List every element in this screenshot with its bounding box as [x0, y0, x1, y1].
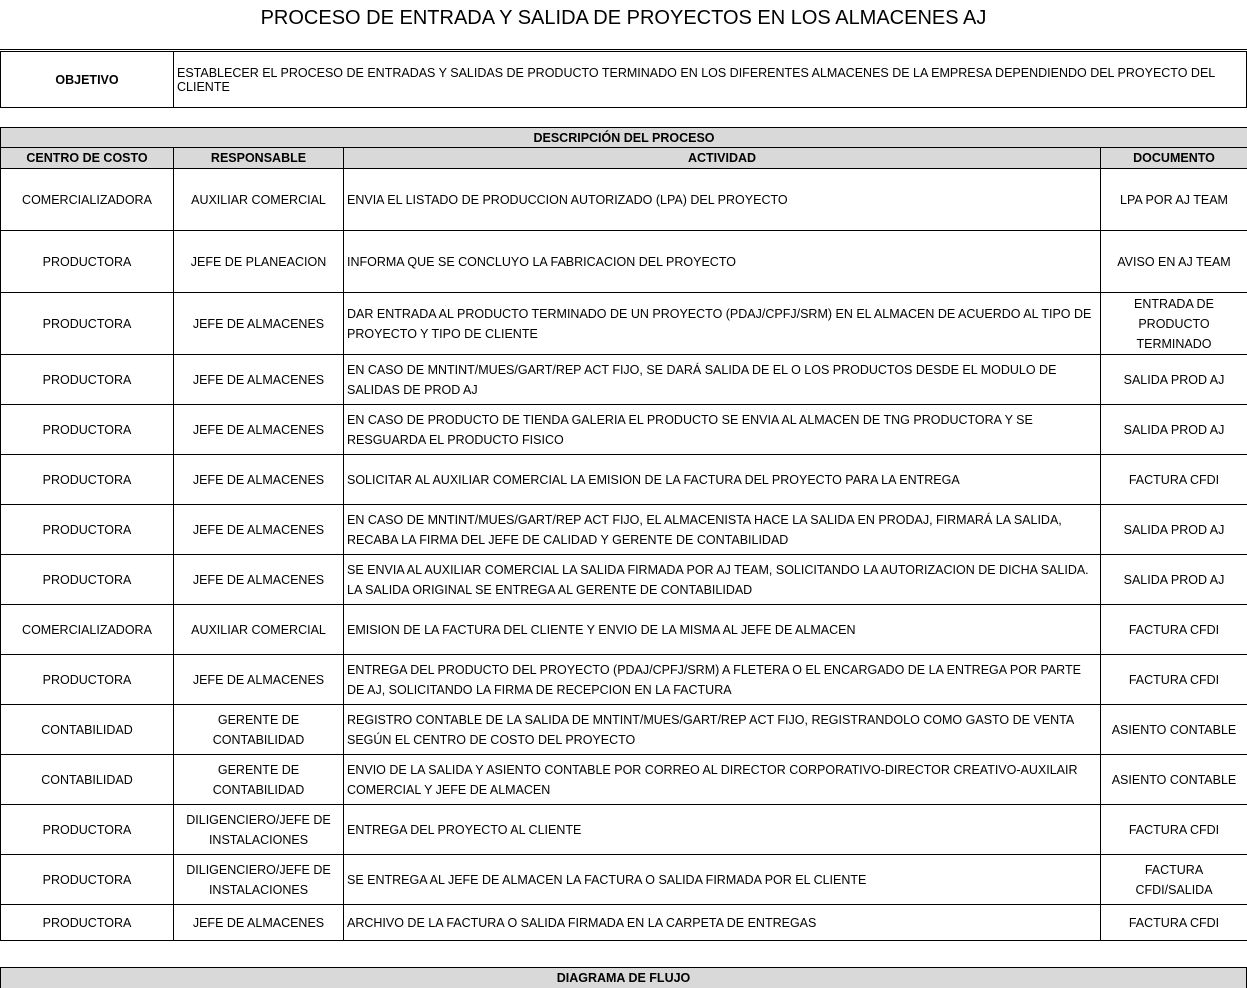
- cell-responsable: AUXILIAR COMERCIAL: [174, 169, 344, 231]
- cell-responsable: JEFE DE PLANEACION: [174, 231, 344, 293]
- section-header-row: [1, 128, 1247, 148]
- objective-label: OBJETIVO: [1, 52, 174, 108]
- process-table: [0, 127, 1247, 941]
- cell-responsable: JEFE DE ALMACENES: [174, 655, 344, 705]
- table-row: [1, 755, 1247, 805]
- cell-centro: PRODUCTORA: [1, 455, 174, 505]
- cell-actividad: SOLICITAR AL AUXILIAR COMERCIAL LA EMISION DE LA FACTURA DEL PROYECTO PARA LA ENTREGA: [344, 455, 1101, 505]
- cell-responsable: JEFE DE ALMACENES: [174, 455, 344, 505]
- cell-responsable: JEFE DE ALMACENES: [174, 293, 344, 355]
- cell-centro: PRODUCTORA: [1, 355, 174, 405]
- cell-responsable: JEFE DE ALMACENES: [174, 555, 344, 605]
- cell-documento: SALIDA PROD AJ: [1101, 555, 1247, 605]
- cell-centro: PRODUCTORA: [1, 805, 174, 855]
- cell-centro: CONTABILIDAD: [1, 755, 174, 805]
- cell-actividad: INFORMA QUE SE CONCLUYO LA FABRICACION DEL PROYECTO: [344, 231, 1101, 293]
- cell-documento: ASIENTO CONTABLE: [1101, 755, 1247, 805]
- cell-centro: COMERCIALIZADORA: [1, 605, 174, 655]
- table-row: [1, 505, 1247, 555]
- table-row: [1, 169, 1247, 231]
- cell-responsable: GERENTE DE CONTABILIDAD: [174, 705, 344, 755]
- flow-diagram-header: DIAGRAMA DE FLUJO: [0, 967, 1247, 988]
- cell-responsable: AUXILIAR COMERCIAL: [174, 605, 344, 655]
- cell-documento: FACTURA CFDI: [1101, 605, 1247, 655]
- cell-documento: SALIDA PROD AJ: [1101, 405, 1247, 455]
- objective-row: [1, 52, 1247, 108]
- cell-responsable: JEFE DE ALMACENES: [174, 355, 344, 405]
- cell-centro: COMERCIALIZADORA: [1, 169, 174, 231]
- cell-documento: SALIDA PROD AJ: [1101, 505, 1247, 555]
- column-header-documento: DOCUMENTO: [1101, 148, 1247, 169]
- cell-actividad: DAR ENTRADA AL PRODUCTO TERMINADO DE UN PROYECTO (PDAJ/CPFJ/SRM) EN EL ALMACEN DE ACUERDO AL TIPO DE PROYECTO Y TIPO DE CLIENTE: [344, 293, 1101, 355]
- objective-text: ESTABLECER EL PROCESO DE ENTRADAS Y SALIDAS DE PRODUCTO TERMINADO EN LOS DIFERENTES ALMACENES DE LA EMPRESA DEPENDIENDO DEL PROYECTO DEL CLIENTE: [174, 52, 1247, 108]
- table-row: [1, 231, 1247, 293]
- process-section-title: DESCRIPCIÓN DEL PROCESO: [1, 128, 1247, 148]
- cell-centro: PRODUCTORA: [1, 405, 174, 455]
- table-row: [1, 655, 1247, 705]
- cell-actividad: SE ENTREGA AL JEFE DE ALMACEN LA FACTURA O SALIDA FIRMADA POR EL CLIENTE: [344, 855, 1101, 905]
- cell-documento: AVISO EN AJ TEAM: [1101, 231, 1247, 293]
- cell-documento: FACTURA CFDI: [1101, 455, 1247, 505]
- table-row: [1, 605, 1247, 655]
- table-row: [1, 855, 1247, 905]
- cell-centro: PRODUCTORA: [1, 231, 174, 293]
- cell-documento: FACTURA CFDI: [1101, 655, 1247, 705]
- cell-actividad: SE ENVIA AL AUXILIAR COMERCIAL LA SALIDA FIRMADA POR AJ TEAM, SOLICITANDO LA AUTORIZACION DE DICHA SALIDA. LA SALIDA ORIGINAL SE ENTREGA AL GERENTE DE CONTABILIDAD: [344, 555, 1101, 605]
- cell-actividad: EN CASO DE MNTINT/MUES/GART/REP ACT FIJO, SE DARÁ SALIDA DE EL O LOS PRODUCTOS DESDE EL MODULO DE SALIDAS DE PROD AJ: [344, 355, 1101, 405]
- cell-responsable: DILIGENCIERO/JEFE DE INSTALACIONES: [174, 805, 344, 855]
- column-header-actividad: ACTIVIDAD: [344, 148, 1101, 169]
- table-row: [1, 555, 1247, 605]
- cell-documento: FACTURA CFDI: [1101, 805, 1247, 855]
- cell-responsable: DILIGENCIERO/JEFE DE INSTALACIONES: [174, 855, 344, 905]
- table-row: [1, 293, 1247, 355]
- cell-actividad: EMISION DE LA FACTURA DEL CLIENTE Y ENVIO DE LA MISMA AL JEFE DE ALMACEN: [344, 605, 1101, 655]
- cell-actividad: ENVIO DE LA SALIDA Y ASIENTO CONTABLE POR CORREO AL DIRECTOR CORPORATIVO-DIRECTOR CREATIVO-AUXILAIR COMERCIAL Y JEFE DE ALMACEN: [344, 755, 1101, 805]
- cell-actividad: REGISTRO CONTABLE DE LA SALIDA DE MNTINT/MUES/GART/REP ACT FIJO, REGISTRANDOLO COMO GASTO DE VENTA SEGÚN EL CENTRO DE COSTO DEL PROYECTO: [344, 705, 1101, 755]
- table-row: [1, 805, 1247, 855]
- column-header-responsable: RESPONSABLE: [174, 148, 344, 169]
- page-title: PROCESO DE ENTRADA Y SALIDA DE PROYECTOS EN LOS ALMACENES AJ: [260, 7, 987, 29]
- cell-centro: PRODUCTORA: [1, 505, 174, 555]
- cell-responsable: JEFE DE ALMACENES: [174, 505, 344, 555]
- cell-documento: ENTRADA DE PRODUCTO TERMINADO: [1101, 293, 1247, 355]
- cell-centro: PRODUCTORA: [1, 905, 174, 941]
- objective-table: [0, 51, 1247, 108]
- cell-documento: FACTURA CFDI/SALIDA: [1101, 855, 1247, 905]
- table-row: [1, 905, 1247, 941]
- cell-actividad: ENVIA EL LISTADO DE PRODUCCION AUTORIZADO (LPA) DEL PROYECTO: [344, 169, 1101, 231]
- cell-responsable: GERENTE DE CONTABILIDAD: [174, 755, 344, 805]
- process-rows: [1, 169, 1247, 941]
- column-header-row: [1, 148, 1247, 169]
- cell-centro: PRODUCTORA: [1, 555, 174, 605]
- cell-actividad: EN CASO DE MNTINT/MUES/GART/REP ACT FIJO, EL ALMACENISTA HACE LA SALIDA EN PRODAJ, FIRMARÁ LA SALIDA, RECABA LA FIRMA DEL JEFE DE CALIDAD Y GERENTE DE CONTABILIDAD: [344, 505, 1101, 555]
- cell-actividad: ENTREGA DEL PRODUCTO DEL PROYECTO (PDAJ/CPFJ/SRM) A FLETERA O EL ENCARGADO DE LA ENTREGA POR PARTE DE AJ, SOLICITANDO LA FIRMA DE RECEPCION EN LA FACTURA: [344, 655, 1101, 705]
- column-header-centro: CENTRO DE COSTO: [1, 148, 174, 169]
- title-divider: [0, 49, 1247, 50]
- cell-actividad: EN CASO DE PRODUCTO DE TIENDA GALERIA EL PRODUCTO SE ENVIA AL ALMACEN DE TNG PRODUCTORA Y SE RESGUARDA EL PRODUCTO FISICO: [344, 405, 1101, 455]
- table-row: [1, 355, 1247, 405]
- cell-responsable: JEFE DE ALMACENES: [174, 905, 344, 941]
- cell-centro: CONTABILIDAD: [1, 705, 174, 755]
- cell-centro: PRODUCTORA: [1, 855, 174, 905]
- cell-documento: SALIDA PROD AJ: [1101, 355, 1247, 405]
- table-row: [1, 455, 1247, 505]
- cell-documento: ASIENTO CONTABLE: [1101, 705, 1247, 755]
- table-row: [1, 405, 1247, 455]
- cell-centro: PRODUCTORA: [1, 293, 174, 355]
- cell-documento: FACTURA CFDI: [1101, 905, 1247, 941]
- cell-actividad: ARCHIVO DE LA FACTURA O SALIDA FIRMADA EN LA CARPETA DE ENTREGAS: [344, 905, 1101, 941]
- cell-documento: LPA POR AJ TEAM: [1101, 169, 1247, 231]
- cell-actividad: ENTREGA DEL PROYECTO AL CLIENTE: [344, 805, 1101, 855]
- cell-responsable: JEFE DE ALMACENES: [174, 405, 344, 455]
- cell-centro: PRODUCTORA: [1, 655, 174, 705]
- table-row: [1, 705, 1247, 755]
